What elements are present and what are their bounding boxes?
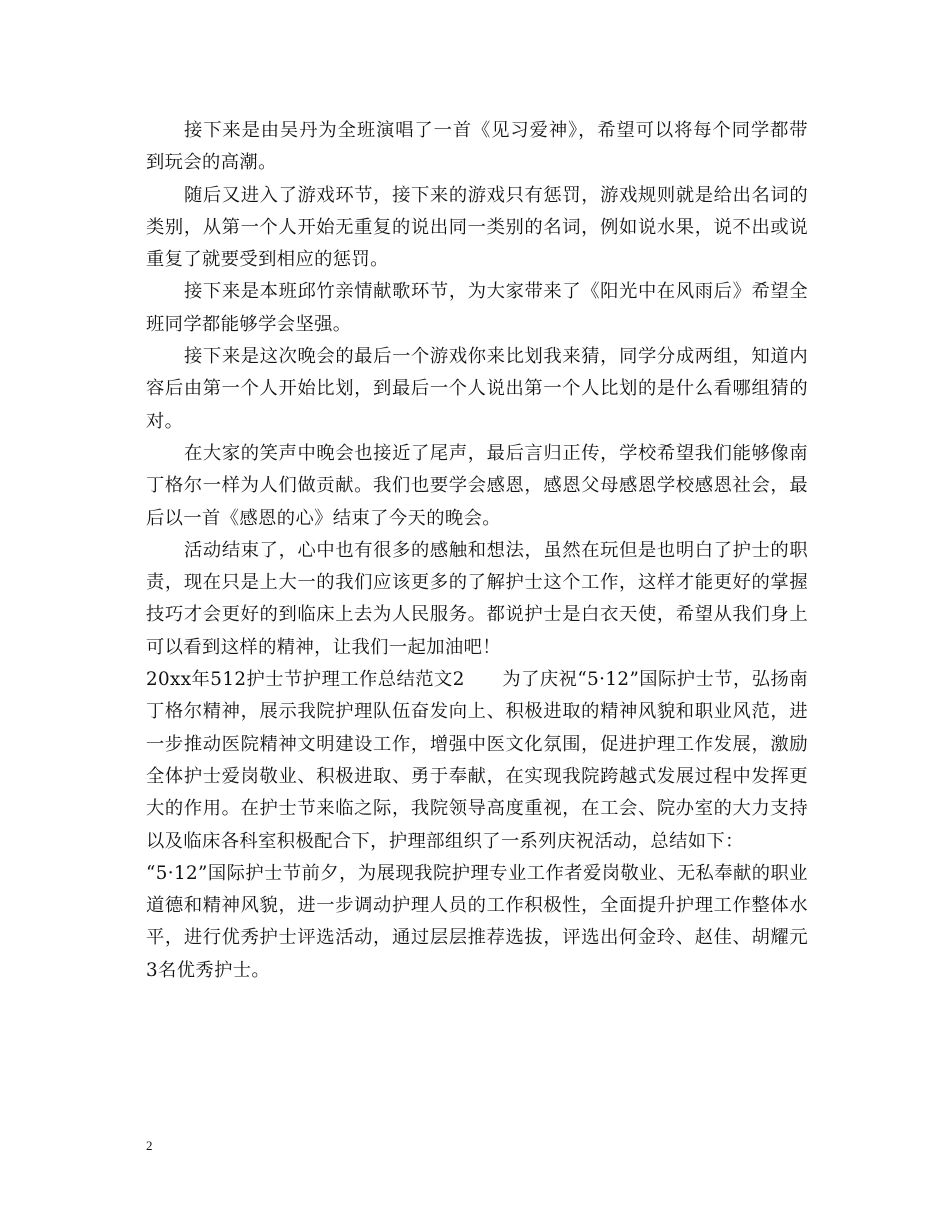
paragraph-nurse-selection: “5·12”国际护士节前夕，为展现我院护理专业工作者爱岗敬业、无私奉献的职业道德和精神风貌，进一步调动护理人员的工作积极性，全面提升护理工作整体水平，进行优秀护士评选活动，通过层层推荐选拔，评选出何金玲、赵佳、胡耀元3名优秀护士。 [146,862,808,981]
paragraph-guessing-game: 接下来是这次晚会的最后一个游戏你来比划我来猜，同学分成两组，知道内容后由第一个人开始比划，到最后一个人说出第一个人比划的是什么看哪组猜的对。 [146,346,808,432]
paragraph-game-penalty: 随后又进入了游戏环节，接下来的游戏只有惩罚，游戏规则就是给出名词的类别，从第一个人开始无重复的说出同一类别的名词，例如说水果，说不出或说重复了就要受到相应的惩罚。 [146,184,808,271]
page-number: 2 [146,1138,153,1153]
paragraph-song-performance: 接下来是由吴丹为全班演唱了一首《见习爱神》，希望可以将每个同学都带到玩会的高潮。 [146,120,808,174]
paragraph-song-dedication: 接下来是本班邱竹亲情献歌环节，为大家带来了《阳光中在风雨后》希望全班同学都能够学会坚强。 [146,281,808,335]
document-body [146,115,808,987]
paragraph-closing: 在大家的笑声中晚会也接近了尾声，最后言归正传，学校希望我们能够像南丁格尔一样为人们做贡献。我们也要学会感恩，感恩父母感恩学校感恩社会，最后以一首《感恩的心》结束了今天的晚会。 [146,442,808,529]
paragraph-reflection: 活动结束了，心中也有很多的感触和想法，虽然在玩但是也明白了护士的职责，现在只是上大一的我们应该更多的了解护士这个工作，这样才能更好的掌握技巧才会更好的到临床上去为人民服务。都说护士是白衣天使，希望从我们身上可以看到这样的精神，让我们一起加油吧！ [146,539,808,658]
paragraph-summary-title: 20xx年512护士节护理工作总结范文2 为了庆祝“5·12”国际护士节，弘扬南丁格尔精神，展示我院护理队伍奋发向上、积极进取的精神风貌和职业风范，进一步推动医院精神文明建设工作，增强中医文化氛围，促进护理工作发展，激励全体护士爱岗敬业、积极进取、勇于奉献，在实现我院跨越式发展过程中发挥更大的作用。在护士节来临之际，我院领导高度重视，在工会、院办室的大力支持以及临床各科室积极配合下，护理部组织了一系列庆祝活动，总结如下： [146,669,808,852]
